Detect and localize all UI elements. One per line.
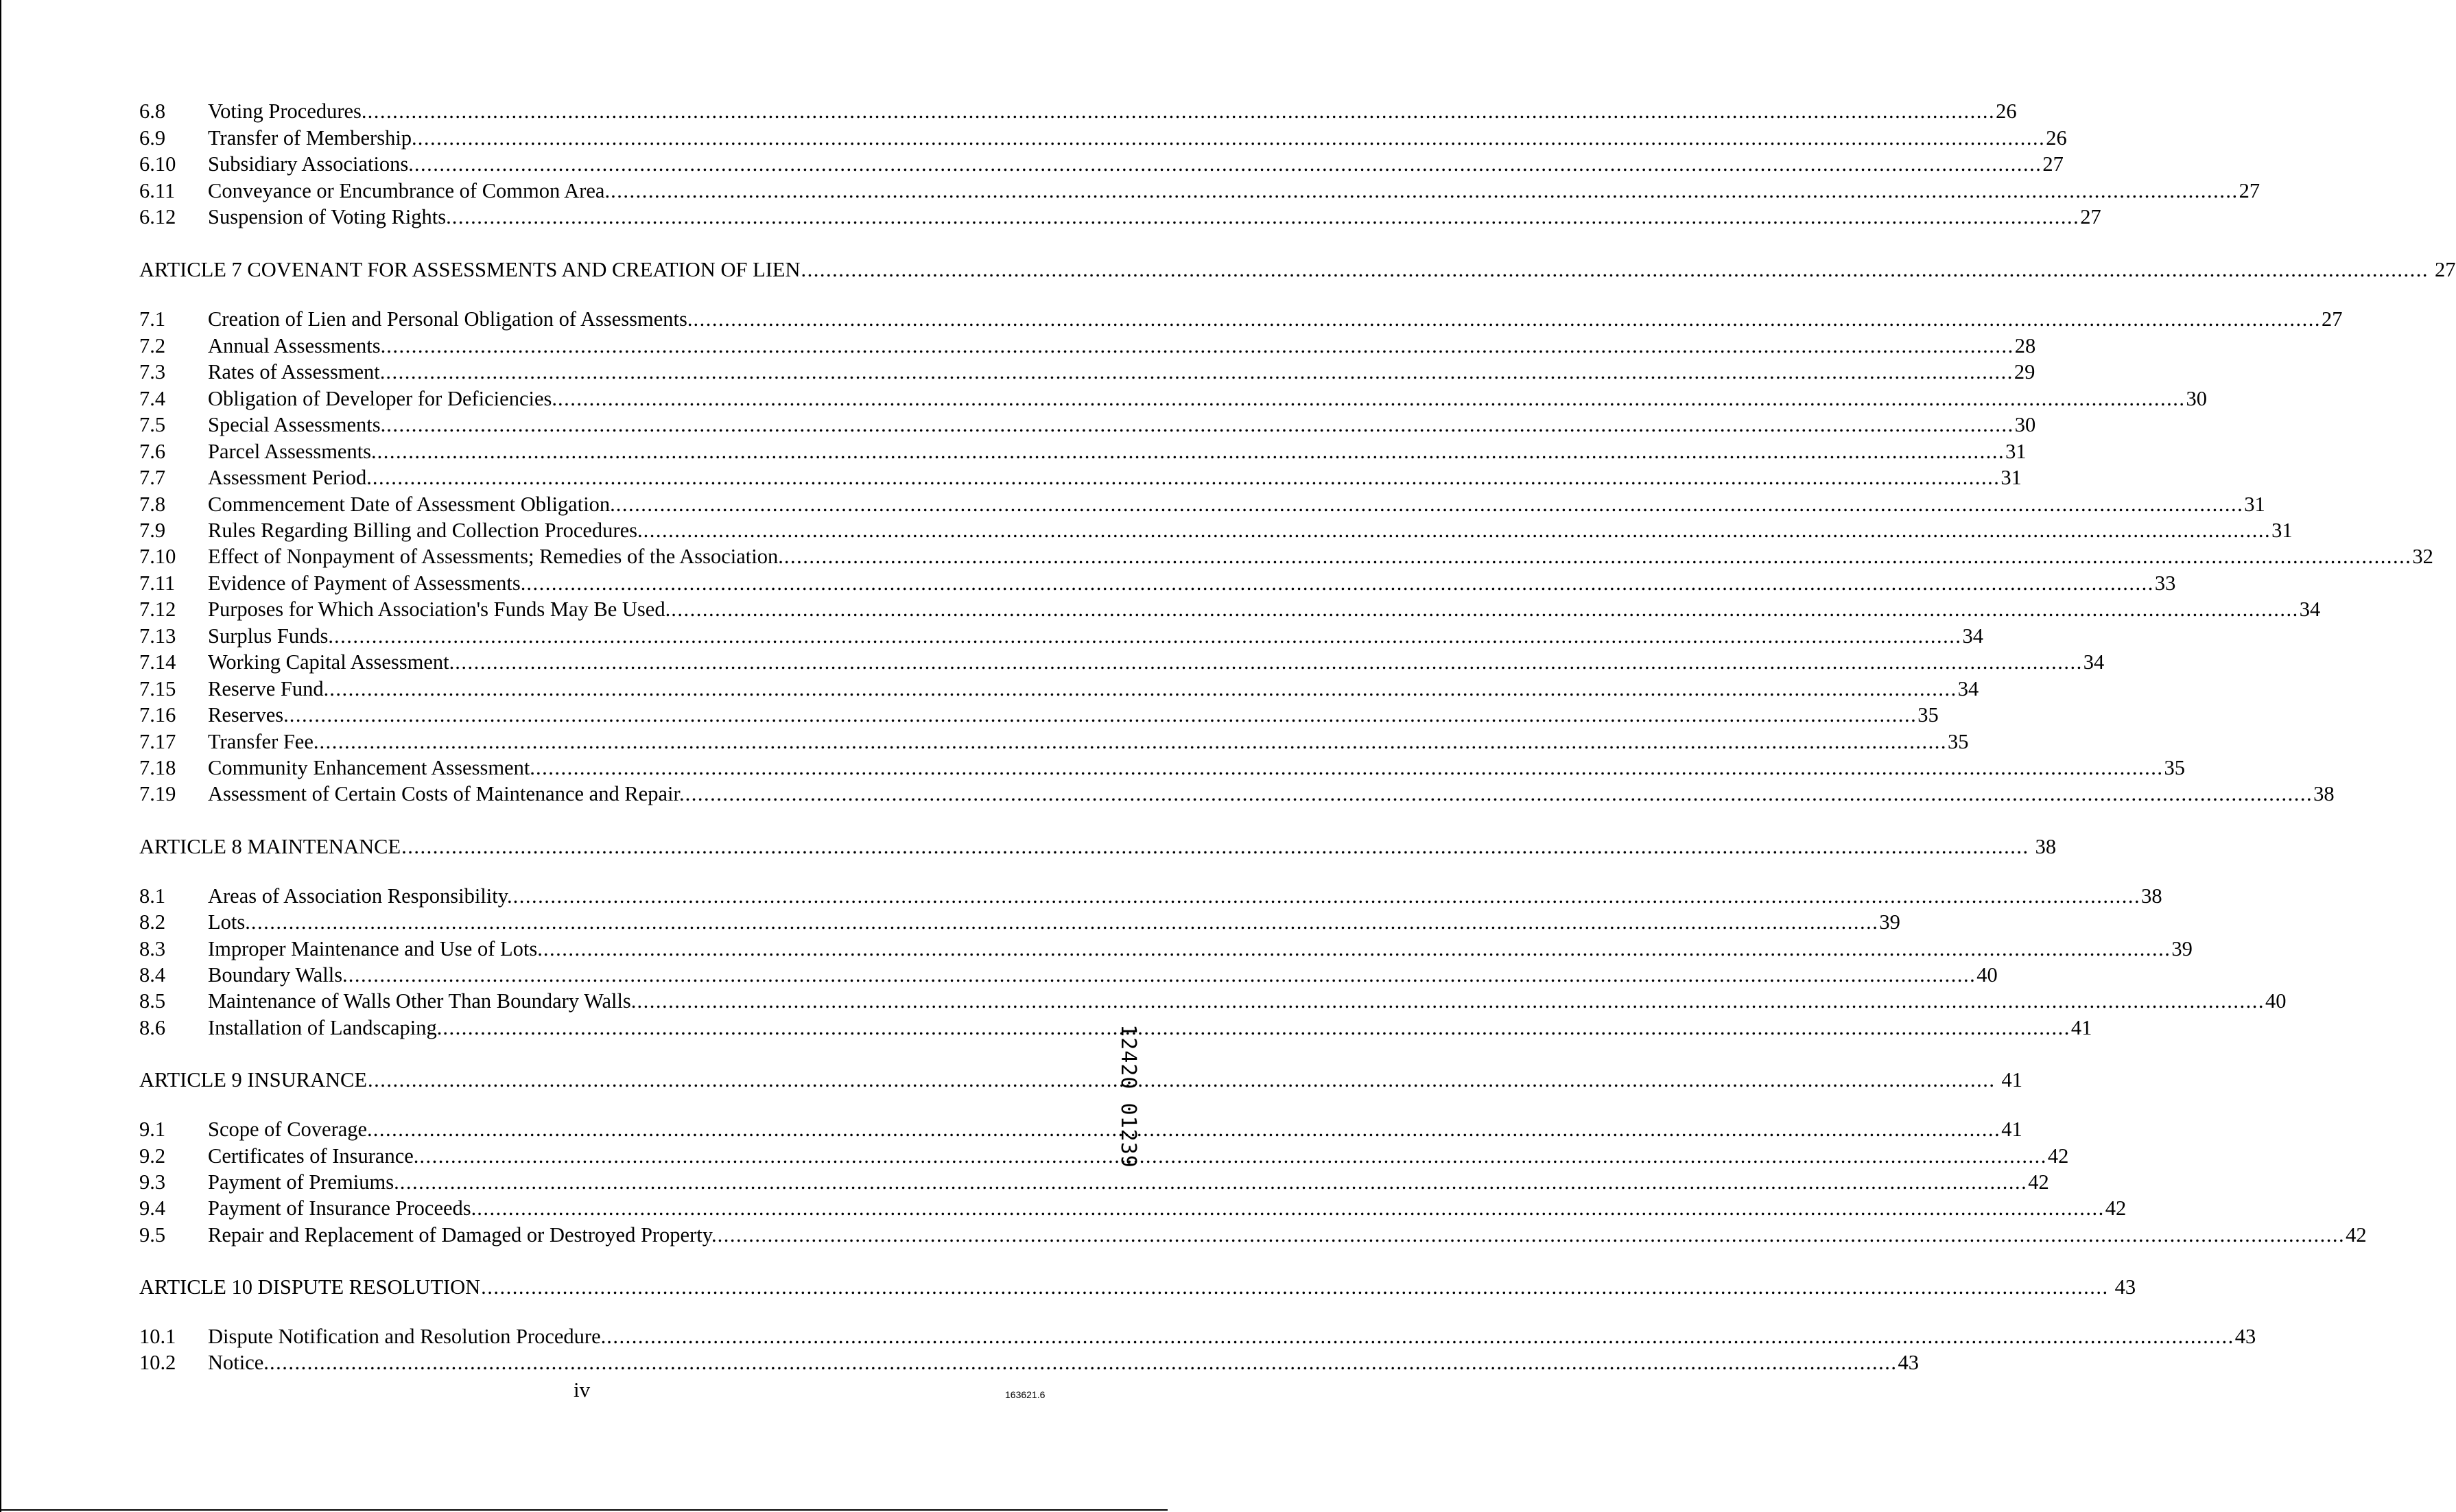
toc-section-entry <box>139 1142 2069 1170</box>
toc-section-entry <box>139 701 1939 729</box>
toc-entry-line <box>139 256 2456 283</box>
dot-leader: .................................................................................................................................................................................................................................................................... <box>414 152 2042 176</box>
dot-leader: .................................................................................................................................................................................................................................................................... <box>611 179 2239 202</box>
toc-section-entry <box>139 780 2335 807</box>
toc-entry-line <box>208 177 2260 204</box>
toc-section-number: 7.17 <box>139 730 176 753</box>
toc-section-entry <box>139 961 1998 989</box>
dot-leader: .................................................................................................................................................................................................................................................................... <box>319 730 1948 753</box>
toc-article-entry <box>139 833 2057 860</box>
toc-entry-line <box>139 1066 2022 1094</box>
toc-page-number: 31 <box>2000 466 2022 489</box>
toc-entry-line <box>208 464 2022 491</box>
dot-leader: .................................................................................................................................................................................................................................................................... <box>386 360 2014 383</box>
dot-leader: .................................................................................................................................................................................................................................................................... <box>543 937 2171 960</box>
dot-leader: .................................................................................................................................................................................................................................................................... <box>417 126 2046 150</box>
toc-entry-line <box>208 332 2036 359</box>
toc-article-entry <box>139 256 2456 283</box>
dot-leader: .................................................................................................................................................................................................................................................................... <box>671 598 2299 621</box>
toc-page-number: 38 <box>2313 782 2335 805</box>
toc-entry-line <box>208 385 2207 412</box>
toc-section-number: 7.1 <box>139 307 166 331</box>
toc-section-number: 7.19 <box>139 782 176 805</box>
toc-section-number: 7.16 <box>139 703 176 727</box>
toc-page-number: 34 <box>1962 624 1984 648</box>
document-code: 163621.6 <box>1005 1389 1046 1400</box>
toc-page-number: 30 <box>2186 387 2207 410</box>
toc-section-number: 8.5 <box>139 989 166 1013</box>
toc-page-number: 43 <box>2114 1275 2136 1299</box>
toc-entry-line <box>208 1221 2367 1249</box>
toc-entry-title: Suspension of Voting Rights. <box>208 205 451 228</box>
dot-leader: .................................................................................................................................................................................................................................................................... <box>334 624 1962 648</box>
toc-entry-line <box>208 675 1979 702</box>
toc-section-entry <box>139 305 2343 333</box>
dot-leader: .................................................................................................................................................................................................................................................................... <box>373 1118 2001 1141</box>
toc-entry-line <box>208 203 2101 231</box>
toc-entry-line <box>208 961 1998 989</box>
toc-section-number: 7.4 <box>139 387 166 410</box>
toc-page-number: 27 <box>2321 307 2343 331</box>
dot-leader: .................................................................................................................................................................................................................................................................... <box>372 466 2000 489</box>
toc-entry-title: Annual Assessments. <box>208 334 386 357</box>
toc-page-number: 35 <box>2164 756 2185 779</box>
toc-entry-line <box>208 987 2287 1015</box>
toc-section-number: 8.6 <box>139 1016 166 1039</box>
dot-leader: .................................................................................................................................................................................................................................................................... <box>526 571 2154 595</box>
toc-page-number: 40 <box>1976 963 1998 987</box>
toc-entry-title: Assessment Period. <box>208 466 372 489</box>
toc-entry-line <box>208 1323 2256 1350</box>
toc-article-entry <box>139 1273 2136 1301</box>
recording-stamp: 12420 01239 <box>1116 1024 1140 1168</box>
dot-leader: .................................................................................................................................................................................................................................................................... <box>250 910 1879 934</box>
toc-section-number: 8.3 <box>139 937 166 960</box>
toc-entry-line <box>208 438 2027 465</box>
toc-entry-line <box>208 935 2193 962</box>
toc-section-number: 7.8 <box>139 493 166 516</box>
toc-section-number: 10.1 <box>139 1325 176 1348</box>
dot-leader: .................................................................................................................................................................................................................................................................... <box>455 650 2083 674</box>
toc-entry-line <box>208 491 2265 518</box>
dot-leader: .................................................................................................................................................................................................................................................................... <box>801 258 2429 281</box>
dot-leader: .................................................................................................................................................................................................................................................................... <box>386 334 2014 357</box>
toc-section-entry <box>139 177 2260 204</box>
toc-entry-line <box>208 882 2162 910</box>
toc-section-entry <box>139 1221 2367 1249</box>
toc-entry-line <box>208 1142 2069 1170</box>
toc-section-number: 9.5 <box>139 1223 166 1247</box>
toc-page-number: 40 <box>2265 989 2287 1013</box>
toc-section-entry <box>139 203 2101 231</box>
toc-page-number: 27 <box>2080 205 2101 228</box>
toc-entry-title: Conveyance or Encumbrance of Common Area. <box>208 179 611 202</box>
toc-entry-title: Creation of Lien and Personal Obligation of Assessments. <box>208 307 693 331</box>
toc-page-number: 27 <box>2239 179 2260 202</box>
toc-section-number: 7.6 <box>139 440 166 463</box>
toc-section-entry <box>139 1115 2022 1143</box>
toc-section-entry <box>139 438 2027 465</box>
scan-edge-bottom <box>0 1509 1168 1511</box>
toc-entry-line <box>139 1273 2136 1301</box>
toc-section-entry <box>139 935 2193 962</box>
toc-entry-title: Boundary Walls. <box>208 963 348 987</box>
toc-section-number: 7.5 <box>139 413 166 436</box>
toc-page-number: 43 <box>1898 1351 1919 1374</box>
toc-section-number: 9.2 <box>139 1144 166 1168</box>
toc-page-number: 26 <box>1996 99 2017 123</box>
toc-entry-line <box>208 1349 1919 1376</box>
toc-section-number: 8.2 <box>139 910 166 934</box>
toc-entry-line <box>208 150 2064 178</box>
footer-page-number: iv <box>574 1378 591 1402</box>
toc-entry-line <box>208 543 2433 570</box>
toc-entry-title: Certificates of Insurance. <box>208 1144 419 1168</box>
toc-entry-title: ARTICLE 8 MAINTENANCE <box>139 835 401 858</box>
toc-entry-title: ARTICLE 7 COVENANT FOR ASSESSMENTS AND CREATION OF LIEN <box>139 258 801 281</box>
toc-page-number: 31 <box>2271 519 2293 542</box>
toc-entry-title: ARTICLE 9 INSURANCE <box>139 1068 367 1091</box>
dot-leader: .................................................................................................................................................................................................................................................................... <box>367 99 1996 123</box>
toc-entry-line <box>208 754 2185 781</box>
toc-entry-title: Evidence of Payment of Assessments. <box>208 571 526 595</box>
toc-section-number: 7.10 <box>139 545 176 568</box>
dot-leader: .................................................................................................................................................................................................................................................................... <box>535 756 2164 779</box>
toc-page-number: 34 <box>2083 650 2105 674</box>
toc-section-number: 7.13 <box>139 624 176 648</box>
dot-leader: .................................................................................................................................................................................................................................................................... <box>783 545 2412 568</box>
toc-entry-line <box>208 1168 2049 1196</box>
toc-page-number: 28 <box>2014 334 2036 357</box>
toc-page-number: 42 <box>2346 1223 2367 1247</box>
toc-section-number: 8.1 <box>139 884 166 908</box>
toc-section-number: 9.3 <box>139 1170 166 1194</box>
toc-entry-title: Special Assessments. <box>208 413 386 436</box>
toc-entry-line <box>208 595 2321 623</box>
toc-section-entry <box>139 150 2064 178</box>
dot-leader: .................................................................................................................................................................................................................................................................... <box>615 493 2244 516</box>
toc-page-number: 42 <box>2028 1170 2049 1194</box>
toc-page-number: 39 <box>2171 937 2193 960</box>
toc-page-number: 31 <box>2244 493 2265 516</box>
toc-entry-line <box>208 1115 2022 1143</box>
toc-section-entry <box>139 385 2207 412</box>
toc-page-number: 32 <box>2412 545 2433 568</box>
toc-entry-line <box>208 648 2105 676</box>
dot-leader: .................................................................................................................................................................................................................................................................... <box>419 1144 2047 1168</box>
toc-section-number: 7.9 <box>139 519 166 542</box>
dot-leader: .................................................................................................................................................................................................................................................................... <box>643 519 2271 542</box>
toc-entry-title: Obligation of Developer for Deficiencies. <box>208 387 557 410</box>
toc-section-number: 7.2 <box>139 334 166 357</box>
toc-section-number: 6.11 <box>139 179 176 202</box>
toc-entry-title: Working Capital Assessment. <box>208 650 455 674</box>
toc-entry-title: Areas of Association Responsibility. <box>208 884 512 908</box>
toc-section-entry <box>139 358 2035 386</box>
toc-section-entry <box>139 987 2287 1015</box>
toc-entry-title: Transfer Fee. <box>208 730 319 753</box>
toc-section-entry <box>139 124 2067 152</box>
toc-page-number: 34 <box>1957 677 1979 700</box>
toc-entry-title: Reserve Fund. <box>208 677 329 700</box>
dot-leader: .................................................................................................................................................................................................................................................................... <box>451 205 2080 228</box>
toc-page-number: 34 <box>2299 598 2321 621</box>
toc-section-entry <box>139 754 2185 781</box>
toc-entry-title: Parcel Assessments. <box>208 440 377 463</box>
toc-section-entry <box>139 517 2293 544</box>
toc-entry-line <box>208 305 2343 333</box>
toc-entry-title: Transfer of Membership. <box>208 126 417 150</box>
dot-leader: .................................................................................................................................................................................................................................................................... <box>269 1351 1898 1374</box>
toc-section-number: 6.8 <box>139 99 166 123</box>
toc-entry-title: Payment of Insurance Proceeds. <box>208 1196 477 1220</box>
dot-leader: .................................................................................................................................................................................................................................................................... <box>329 677 1957 700</box>
toc-page-number: 41 <box>2001 1118 2022 1141</box>
toc-entry-line <box>208 517 2293 544</box>
dot-leader: .................................................................................................................................................................................................................................................................... <box>477 1196 2105 1220</box>
toc-page-number: 42 <box>2105 1196 2127 1220</box>
toc-section-number: 7.14 <box>139 650 176 674</box>
toc-entry-line <box>208 1014 2092 1041</box>
dot-leader: .................................................................................................................................................................................................................................................................... <box>401 835 2029 858</box>
dot-leader: .................................................................................................................................................................................................................................................................... <box>557 387 2186 410</box>
toc-page-number: 38 <box>2141 884 2162 908</box>
dot-leader: .................................................................................................................................................................................................................................................................... <box>442 1016 2070 1039</box>
toc-entry-line <box>208 97 2017 125</box>
scan-edge-left <box>0 0 1 1512</box>
toc-section-number: 6.9 <box>139 126 166 150</box>
toc-entry-title: Payment of Premiums. <box>208 1170 399 1194</box>
toc-entry-line <box>208 701 1939 729</box>
toc-section-entry <box>139 543 2433 570</box>
toc-section-number: 8.4 <box>139 963 166 987</box>
toc-entry-title: Assessment of Certain Costs of Maintenance and Repair. <box>208 782 685 805</box>
toc-section-number: 9.4 <box>139 1196 166 1220</box>
dot-leader: .................................................................................................................................................................................................................................................................... <box>693 307 2321 331</box>
toc-entry-title: ARTICLE 10 DISPUTE RESOLUTION <box>139 1275 481 1299</box>
toc-entry-title: Scope of Coverage. <box>208 1118 373 1141</box>
toc-entry-title: Notice. <box>208 1351 269 1374</box>
toc-entry-line <box>208 908 1900 936</box>
toc-section-entry <box>139 728 1969 755</box>
dot-leader: .................................................................................................................................................................................................................................................................... <box>367 1068 1996 1091</box>
toc-entry-title: Reserves. <box>208 703 289 727</box>
toc-page-number: 35 <box>1917 703 1939 727</box>
toc-page-number: 41 <box>2070 1016 2092 1039</box>
dot-leader: .................................................................................................................................................................................................................................................................... <box>685 782 2313 805</box>
toc-entry-title: Rates of Assessment. <box>208 360 386 383</box>
toc-section-entry <box>139 622 1984 650</box>
toc-page-number: 43 <box>2234 1325 2256 1348</box>
dot-leader: .................................................................................................................................................................................................................................................................... <box>289 703 1917 727</box>
toc-section-entry <box>139 675 1979 702</box>
dot-leader: .................................................................................................................................................................................................................................................................... <box>348 963 1976 987</box>
toc-section-entry <box>139 648 2105 676</box>
toc-section-entry <box>139 491 2265 518</box>
toc-section-entry <box>139 569 2176 597</box>
toc-section-entry <box>139 1194 2127 1222</box>
dot-leader: .................................................................................................................................................................................................................................................................... <box>606 1325 2234 1348</box>
toc-page-number: 30 <box>2014 413 2036 436</box>
toc-entry-line <box>208 1194 2127 1222</box>
toc-section-number: 10.2 <box>139 1351 176 1374</box>
toc-page-number: 35 <box>1948 730 1969 753</box>
toc-entry-line <box>208 124 2067 152</box>
toc-entry-title: Lots. <box>208 910 250 934</box>
toc-section-entry <box>139 882 2162 910</box>
toc-section-entry <box>139 411 2036 438</box>
toc-entry-line <box>208 569 2176 597</box>
toc-entry-line <box>208 780 2335 807</box>
dot-leader: .................................................................................................................................................................................................................................................................... <box>717 1223 2346 1247</box>
toc-section-entry <box>139 1014 2092 1041</box>
toc-section-entry <box>139 464 2022 491</box>
toc-page-number: 29 <box>2014 360 2035 383</box>
toc-section-number: 7.12 <box>139 598 176 621</box>
toc-entry-title: Maintenance of Walls Other Than Boundary Walls. <box>208 989 637 1013</box>
toc-entry-title: Surplus Funds. <box>208 624 334 648</box>
toc-page-number: 38 <box>2035 835 2057 858</box>
toc-section-entry <box>139 332 2036 359</box>
toc-section-entry <box>139 97 2017 125</box>
toc-section-number: 7.11 <box>139 571 176 595</box>
toc-entry-line <box>208 358 2035 386</box>
dot-leader: .................................................................................................................................................................................................................................................................... <box>399 1170 2028 1194</box>
toc-section-entry <box>139 595 2321 623</box>
dot-leader: .................................................................................................................................................................................................................................................................... <box>512 884 2141 908</box>
toc-entry-line <box>208 728 1969 755</box>
toc-entry-line <box>208 411 2036 438</box>
toc-page-number: 39 <box>1879 910 1900 934</box>
toc-entry-line <box>208 622 1984 650</box>
toc-page-number: 27 <box>2435 258 2456 281</box>
toc-entry-title: Rules Regarding Billing and Collection Procedures. <box>208 519 643 542</box>
toc-page-number: 27 <box>2042 152 2064 176</box>
toc-page-number: 26 <box>2046 126 2067 150</box>
toc-page-number: 42 <box>2047 1144 2069 1168</box>
toc-entry-title: Purposes for Which Association's Funds May Be Used. <box>208 598 671 621</box>
toc-entry-line <box>139 833 2057 860</box>
toc-entry-title: Commencement Date of Assessment Obligation. <box>208 493 615 516</box>
dot-leader: .................................................................................................................................................................................................................................................................... <box>377 440 2005 463</box>
toc-section-entry <box>139 908 1900 936</box>
toc-entry-title: Voting Procedures. <box>208 99 367 123</box>
toc-section-number: 7.3 <box>139 360 166 383</box>
toc-entry-title: Community Enhancement Assessment. <box>208 756 535 779</box>
toc-page-number: 33 <box>2154 571 2176 595</box>
toc-section-number: 9.1 <box>139 1118 166 1141</box>
toc-entry-title: Dispute Notification and Resolution Procedure. <box>208 1325 606 1348</box>
toc-entry-title: Subsidiary Associations. <box>208 152 414 176</box>
dot-leader: .................................................................................................................................................................................................................................................................... <box>481 1275 2109 1299</box>
toc-section-entry <box>139 1349 1919 1376</box>
toc-section-number: 6.12 <box>139 205 176 228</box>
toc-entry-title: Repair and Replacement of Damaged or Destroyed Property. <box>208 1223 717 1247</box>
toc-article-entry <box>139 1066 2022 1094</box>
toc-page-number: 31 <box>2005 440 2027 463</box>
toc-section-number: 7.7 <box>139 466 166 489</box>
toc-page-number: 41 <box>2001 1068 2022 1091</box>
toc-section-number: 6.10 <box>139 152 176 176</box>
toc-section-entry <box>139 1323 2256 1350</box>
toc-section-number: 7.18 <box>139 756 176 779</box>
toc-entry-title: Improper Maintenance and Use of Lots. <box>208 937 543 960</box>
dot-leader: .................................................................................................................................................................................................................................................................... <box>637 989 2265 1013</box>
dot-leader: .................................................................................................................................................................................................................................................................... <box>386 413 2014 436</box>
toc-section-number: 7.15 <box>139 677 176 700</box>
toc-section-entry <box>139 1168 2049 1196</box>
toc-entry-title: Effect of Nonpayment of Assessments; Remedies of the Association. <box>208 545 783 568</box>
toc-entry-title: Installation of Landscaping. <box>208 1016 442 1039</box>
